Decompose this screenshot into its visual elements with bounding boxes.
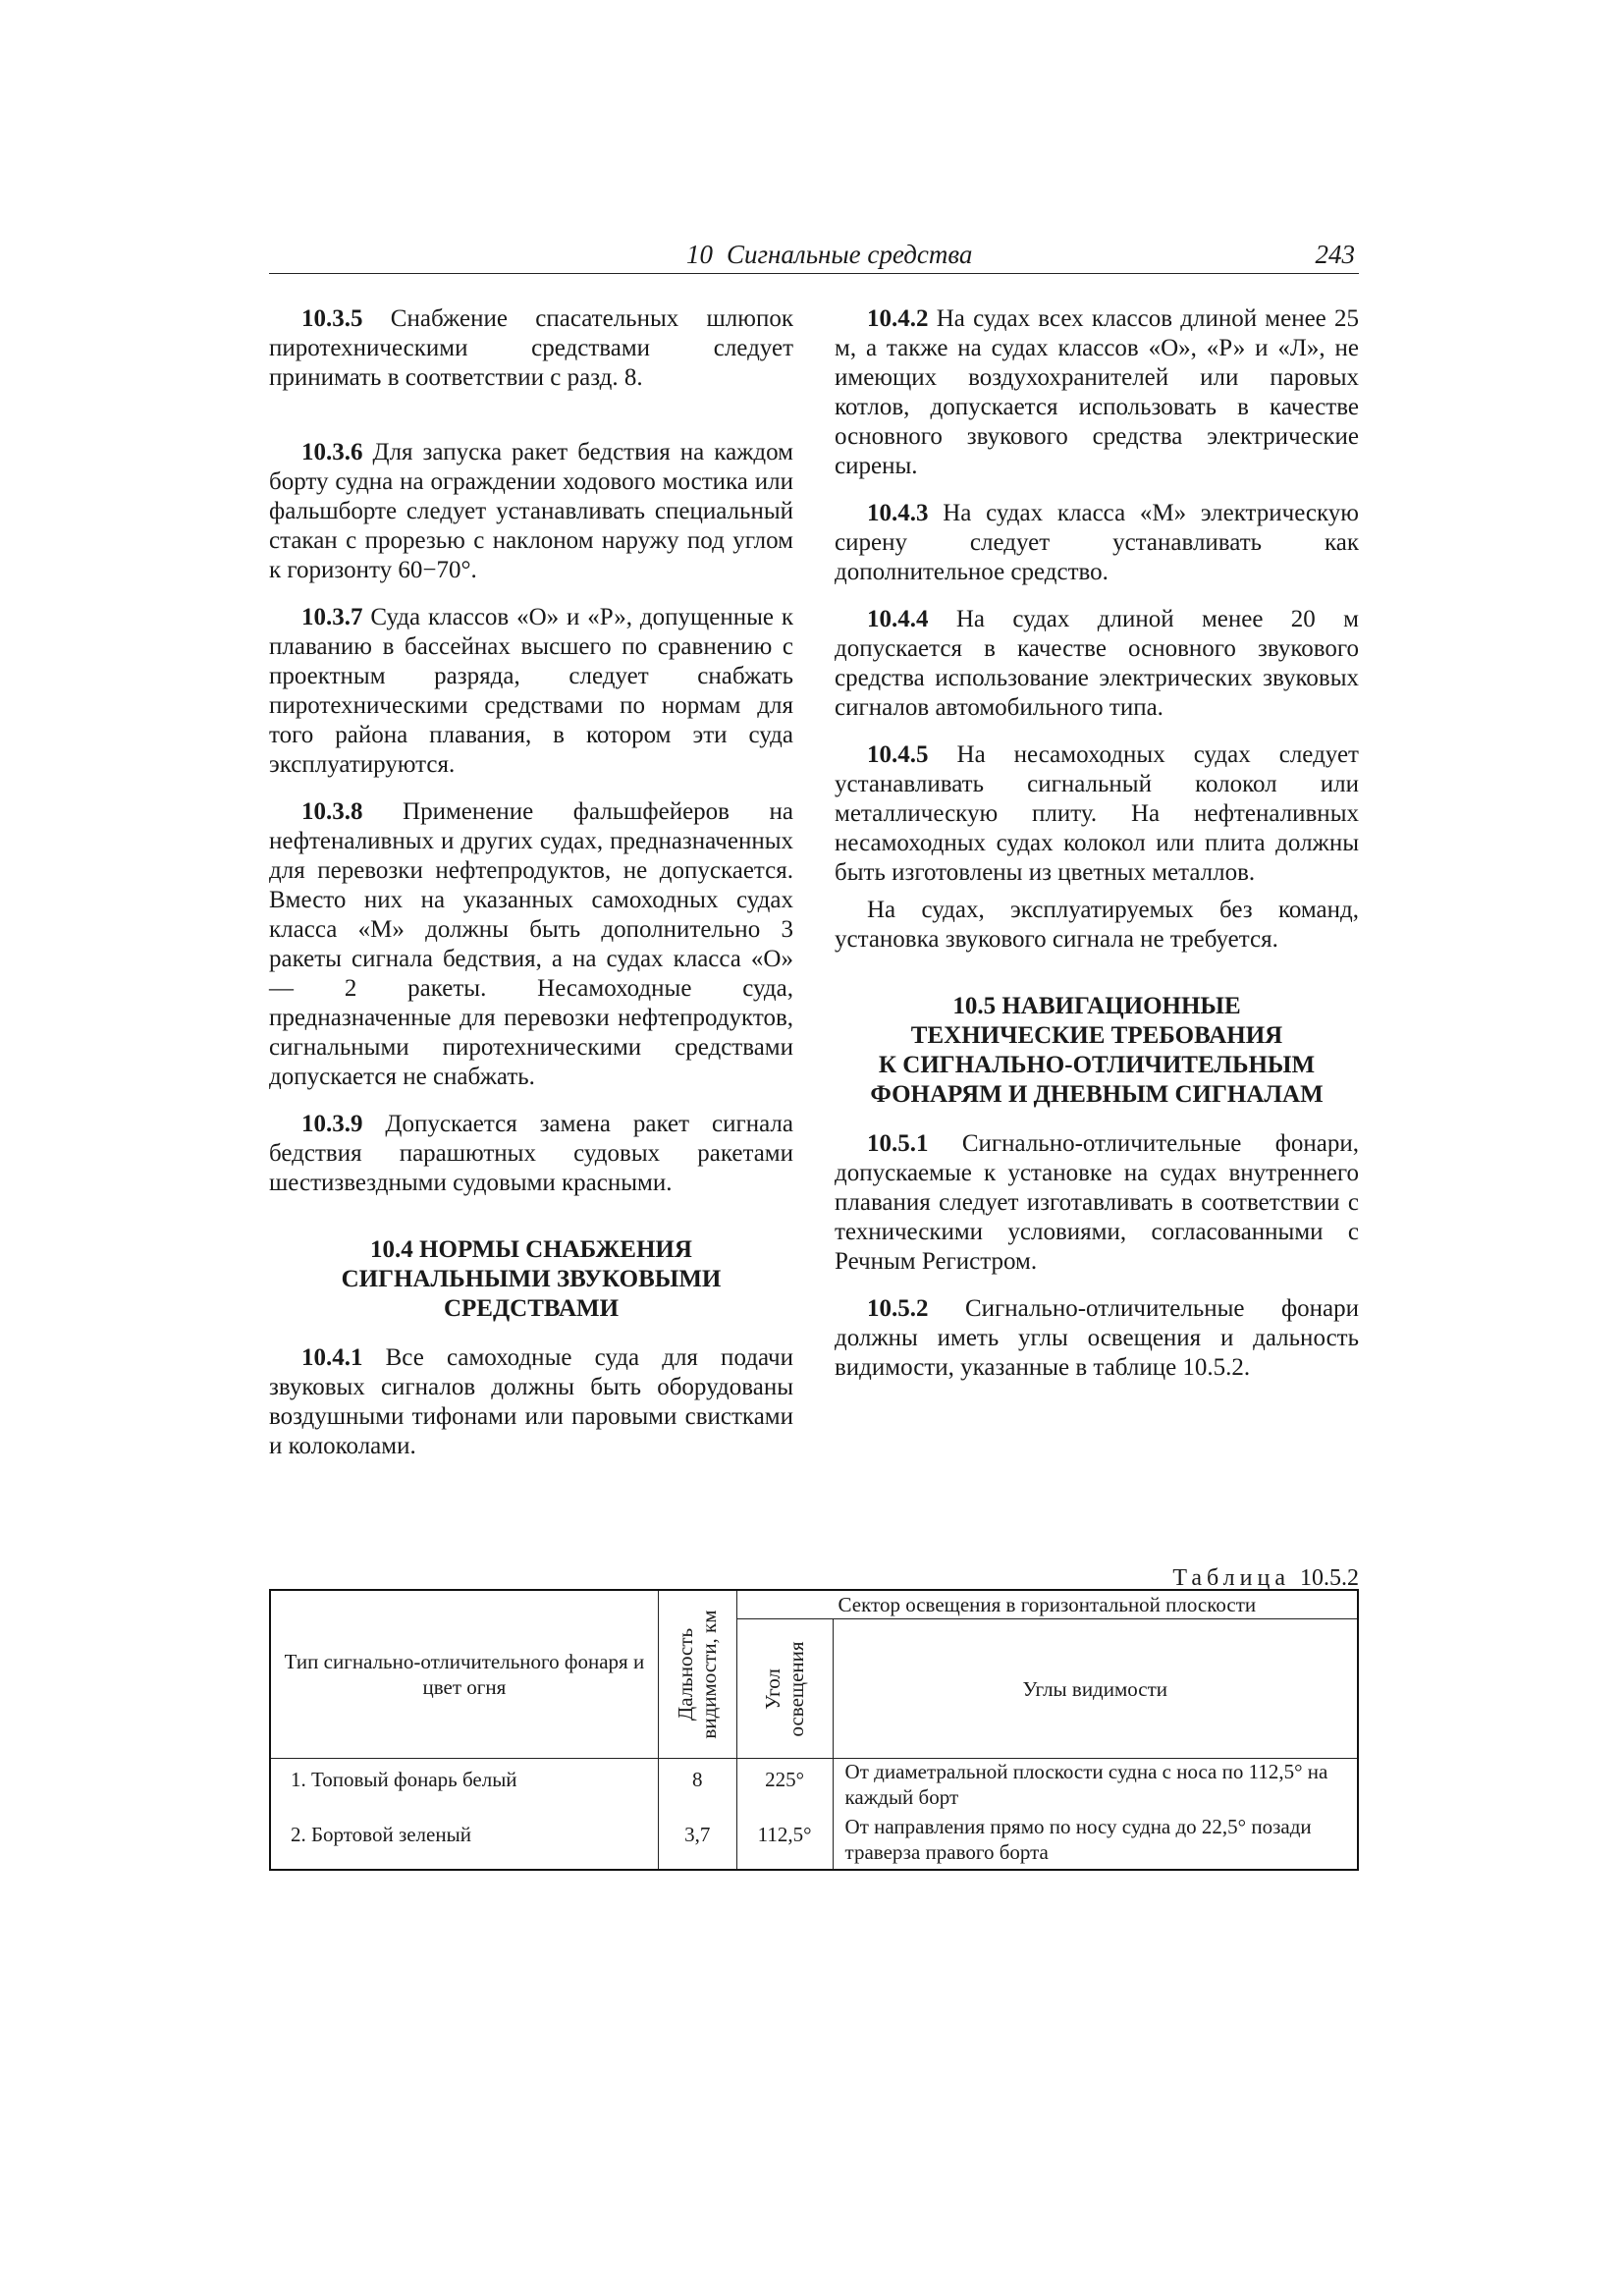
chapter-number: 10: [686, 240, 713, 269]
paragraph-number: 10.4.3: [867, 500, 929, 526]
paragraph-number: 10.3.5: [301, 305, 363, 332]
section-title-line: 10.5 НАВИГАЦИОННЫЕ: [952, 993, 1241, 1019]
paragraph-10-4-4: [835, 605, 1359, 723]
section-title-line: ФОНАРЯМ И ДНЕВНЫМ СИГНАЛАМ: [870, 1081, 1324, 1108]
paragraph-number: 10.3.9: [301, 1111, 363, 1137]
paragraph-no-crew-note: [835, 896, 1359, 955]
paragraph-text: Сигнально-отличительные фонари должны иметь углы освещения и дальность видимости, указанные в таблице 10.5.2.: [835, 1295, 1359, 1381]
header-light-angle-line2: освещения: [784, 1640, 809, 1737]
cell-light-type: 1. Топовый фонарь белый: [270, 1759, 658, 1815]
table-caption-number: 10.5.2: [1300, 1565, 1359, 1591]
cell-visibility: От направления прямо по носу судна до 22,5° позади траверза правого борта: [833, 1814, 1358, 1870]
paragraph-10-5-1: [835, 1129, 1359, 1277]
table-row: [270, 1814, 1358, 1870]
header-visibility-range-text: [674, 1610, 721, 1738]
header-visibility-angles: Углы видимости: [833, 1619, 1358, 1759]
paragraph-text: Для запуска ракет бедствия на каждом борту судна на ограждении ходового мостика или фальшборте следует устанавливать специальный стакан с прорезью с наклоном наружу под углом к горизонту 60−70°.: [269, 439, 793, 583]
paragraph-10-4-2: [835, 304, 1359, 481]
header-visibility-range: [658, 1590, 736, 1759]
paragraph-number: 10.3.6: [301, 439, 363, 465]
paragraph-text: Все самоходные суда для подачи звуковых сигналов должны быть оборудованы воздушными тифонами или паровыми свистками и колоколами.: [269, 1344, 793, 1459]
cell-light-type: 2. Бортовой зеленый: [270, 1814, 658, 1870]
header-light-angle: [736, 1619, 833, 1759]
section-title-10-4: [269, 1235, 793, 1324]
paragraph-10-4-3: [835, 499, 1359, 587]
paragraph-text: Снабжение спасательных шлюпок пиротехническими средствами следует принимать в соответствии с разд. 8.: [269, 305, 793, 391]
paragraph-10-3-6: [269, 438, 793, 585]
cell-visibility: От диаметральной плоскости судна с носа по 112,5° на каждый борт: [833, 1759, 1358, 1815]
paragraph-text: На несамоходных судах следует устанавливать сигнальный колокол или металлическую плиту. На нефтеналивных несамоходных судах колокол или плита должны быть изготовлены из цветных металлов.: [835, 741, 1359, 886]
running-header: [269, 236, 1359, 274]
section-title-line: СРЕДСТВАМИ: [443, 1295, 620, 1322]
paragraph-10-4-1: [269, 1343, 793, 1461]
cell-angle: 225°: [736, 1759, 833, 1815]
paragraph-10-3-5: [269, 304, 793, 393]
paragraph-number: 10.4.1: [301, 1344, 363, 1371]
paragraph-text: На судах, эксплуатируемых без команд, установка звукового сигнала не требуется.: [835, 897, 1359, 953]
header-light-angle-line1: Угол: [761, 1667, 785, 1710]
paragraph-10-3-9: [269, 1110, 793, 1198]
paragraph-text: Допускается замена ракет сигнала бедствия парашютных судовых ракетами шестизвездными судовыми красными.: [269, 1111, 793, 1196]
header-visibility-range-line2: видимости, км: [697, 1610, 722, 1739]
cell-range: 8: [658, 1759, 736, 1815]
paragraph-number: 10.5.2: [867, 1295, 929, 1322]
paragraph-text: Суда классов «О» и «Р», допущенные к плаванию в бассейнах высшего по сравнению с проектным разряда, следует снабжать пиротехническими средствами по нормам для того района плавания, в котором эти суда эксплуатируются.: [269, 604, 793, 778]
table-caption-word: Таблица: [1172, 1565, 1290, 1591]
paragraph-10-3-7: [269, 603, 793, 780]
paragraph-number: 10.3.8: [301, 798, 363, 825]
section-title-line: 10.4 НОРМЫ СНАБЖЕНИЯ: [370, 1236, 692, 1263]
paragraph-text: Сигнально-отличительные фонари, допускаемые к установке на судах внутреннего плавания следует изготавливать в соответствии с техническими условиями, согласованными с Речным Регистром.: [835, 1130, 1359, 1275]
paragraph-number: 10.5.1: [867, 1130, 929, 1157]
section-title-10-5: [835, 992, 1359, 1110]
header-visibility-range-wrap: [659, 1591, 736, 1758]
paragraph-text: На судах всех классов длиной менее 25 м, а также на судах классов «О», «Р» и «Л», не имеющих воздухохранителей или паровых котлов, допускается использовать в качестве основного звукового средства электрические сирены.: [835, 305, 1359, 479]
section-title-line: СИГНАЛЬНЫМИ ЗВУКОВЫМИ: [341, 1266, 722, 1292]
cell-range: 3,7: [658, 1814, 736, 1870]
lights-table: [269, 1589, 1359, 1871]
header-light-type: Тип сигнально-отличительного фонаря и цвет огня: [270, 1590, 658, 1759]
paragraph-text: На судах класса «М» электрическую сирену следует устанавливать как дополнительное средство.: [835, 500, 1359, 585]
chapter-title: Сигнальные средства: [727, 240, 973, 269]
header-visibility-range-line1: Дальность: [674, 1627, 698, 1722]
paragraph-number: 10.4.5: [867, 741, 929, 768]
paragraph-number: 10.3.7: [301, 604, 363, 630]
section-title-line: К СИГНАЛЬНО-ОТЛИЧИТЕЛЬНЫМ: [878, 1052, 1316, 1078]
header-light-angle-wrap: [737, 1621, 833, 1757]
header-light-angle-text: [761, 1641, 808, 1736]
paragraph-text: На судах длиной менее 20 м допускается в качестве основного звукового средства использование электрических звуковых сигналов автомобильного типа.: [835, 606, 1359, 721]
paragraph-10-3-8: [269, 797, 793, 1092]
section-title-line: ТЕХНИЧЕСКИЕ ТРЕБОВАНИЯ: [910, 1022, 1283, 1049]
header-sector-group: Сектор освещения в горизонтальной плоскости: [736, 1590, 1358, 1619]
page-number: 243: [1315, 240, 1355, 269]
paragraph-text: Применение фальшфейеров на нефтеналивных и других судах, предназначенных для перевозки нефтепродуктов, не допускается. Вместо них на указанных самоходных судах класса «М» должны быть дополнительно 3 ракеты сигнала бедствия, а на судах класса «О» — 2 ракеты. Несамоходные суда, предназначенные для перевозки нефтепродуктов, сигнальными пиротехническими средствами допускается не снабжать.: [269, 798, 793, 1090]
paragraph-number: 10.4.2: [867, 305, 929, 332]
table-row: [270, 1759, 1358, 1815]
chapter-heading: [686, 236, 972, 273]
cell-angle: 112,5°: [736, 1814, 833, 1870]
paragraph-10-5-2: [835, 1294, 1359, 1383]
right-column: [835, 304, 1359, 1400]
left-column: [269, 304, 793, 1479]
paragraph-10-4-5: [835, 740, 1359, 888]
paragraph-number: 10.4.4: [867, 606, 929, 632]
